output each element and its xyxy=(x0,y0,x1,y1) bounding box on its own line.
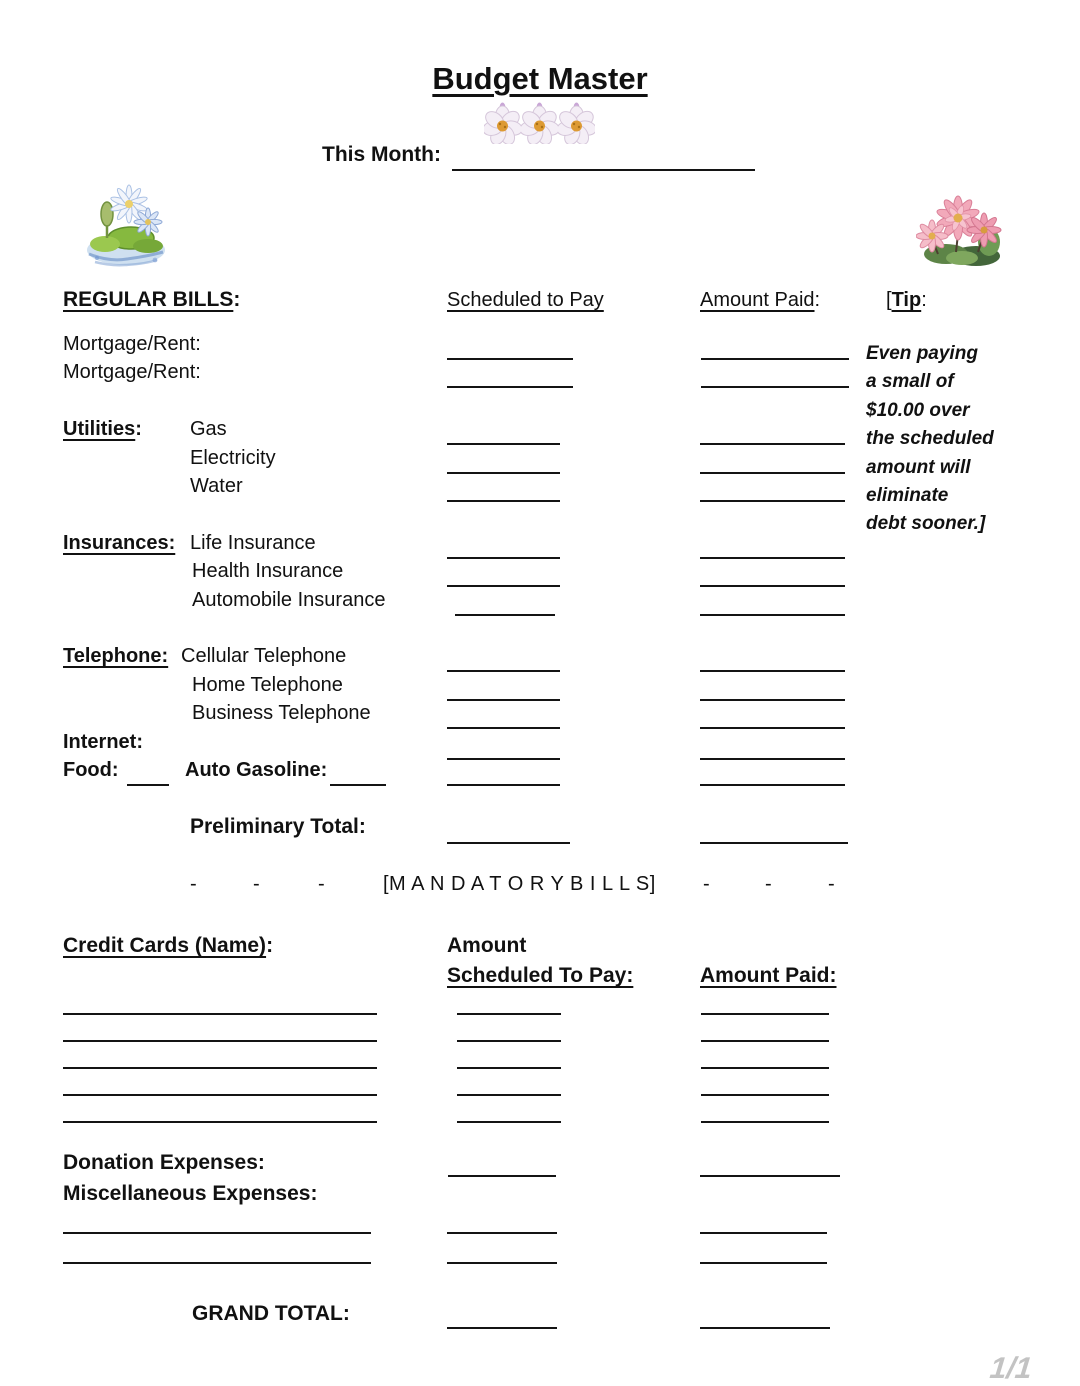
scheduled-blank xyxy=(447,732,560,760)
scheduled-blank xyxy=(447,816,570,844)
credit-name-blank xyxy=(63,1014,377,1042)
regular-bills-heading-text: REGULAR BILLS xyxy=(63,288,234,311)
scheduled-blank xyxy=(447,673,560,701)
divider-dash: - xyxy=(190,873,198,895)
tip-label: Tip xyxy=(891,289,922,311)
utilities-label-text: Utilities xyxy=(63,418,136,440)
tip-line: Even paying xyxy=(866,343,978,364)
paid-blank xyxy=(701,987,829,1015)
scheduled-blank xyxy=(447,360,573,388)
page-title xyxy=(0,62,1080,96)
this-month-label: This Month: xyxy=(322,143,441,166)
column-header-paid xyxy=(700,286,820,314)
page-title-text: Budget Master xyxy=(432,61,648,96)
paid-blank xyxy=(700,588,845,616)
paid-blank xyxy=(701,332,849,360)
paid-blank xyxy=(700,673,845,701)
credit-name-blank xyxy=(63,987,377,1015)
tip-line: eliminate xyxy=(866,485,949,507)
paid-blank xyxy=(700,701,845,729)
paid-blank xyxy=(700,417,845,445)
paid-blank xyxy=(701,1068,829,1096)
miscellaneous-expenses-label: Miscellaneous Expenses: xyxy=(63,1182,318,1205)
preliminary-total-label: Preliminary Total: xyxy=(190,815,366,838)
paid-blank xyxy=(701,1014,829,1042)
tip-text xyxy=(866,340,1036,539)
tip-header xyxy=(886,286,927,314)
blossom-icon xyxy=(484,102,521,144)
row-label-cellular-telephone: Cellular Telephone xyxy=(181,645,347,667)
row-label-life-insurance: Life Insurance xyxy=(190,532,316,554)
divider-dash: - xyxy=(828,873,836,895)
credit-cards-heading xyxy=(63,932,273,960)
row-label-automobile-insurance: Automobile Insurance xyxy=(192,589,386,611)
row-label-gas: Gas xyxy=(190,418,227,440)
divider-dash: - xyxy=(318,873,326,895)
regular-bills-heading xyxy=(63,286,240,314)
paid-blank xyxy=(700,1206,827,1234)
column-header-paid-colon: : xyxy=(814,289,821,311)
column-header-paid-text: Amount Paid xyxy=(700,289,815,311)
row-label-auto-gasoline: Auto Gasoline: xyxy=(185,759,328,781)
scheduled-blank xyxy=(447,701,560,729)
credit-column-paid: Amount Paid: xyxy=(700,964,837,987)
page-indicator: 1/1 xyxy=(988,1352,1034,1385)
row-label-business-telephone: Business Telephone xyxy=(192,702,371,724)
scheduled-blank xyxy=(447,1301,557,1329)
tip-line: a small of xyxy=(866,371,954,393)
paid-blank xyxy=(700,816,848,844)
group-label-telephone: Telephone: xyxy=(63,645,169,667)
credit-name-blank xyxy=(63,1041,377,1069)
expense-name-blank xyxy=(63,1236,371,1264)
scheduled-blank xyxy=(448,1149,556,1177)
tip-line: $10.00 over xyxy=(866,399,970,421)
credit-cards-heading-colon: : xyxy=(266,934,274,957)
scheduled-blank xyxy=(447,1206,557,1234)
scheduled-blank xyxy=(457,1068,561,1096)
scheduled-blank xyxy=(457,1041,561,1069)
scheduled-blank xyxy=(447,758,560,786)
group-label-insurances: Insurances: xyxy=(63,532,176,554)
paid-blank xyxy=(701,360,849,388)
tip-line: the scheduled xyxy=(866,428,994,450)
scheduled-blank xyxy=(447,531,560,559)
credit-cards-heading-text: Credit Cards (Name) xyxy=(63,934,267,957)
tip-colon: : xyxy=(921,289,927,311)
scheduled-blank xyxy=(447,644,560,672)
divider-dash: - xyxy=(765,873,773,895)
group-label-utilities xyxy=(63,415,142,443)
expense-name-blank xyxy=(63,1206,371,1234)
blossom-icon xyxy=(521,102,558,144)
paid-blank xyxy=(700,559,845,587)
tip-line: debt sooner.] xyxy=(866,513,986,535)
waterlily-left-image xyxy=(85,178,167,270)
scheduled-blank xyxy=(447,417,560,445)
scheduled-blank xyxy=(457,987,561,1015)
utilities-label-colon: : xyxy=(135,418,142,440)
credit-amount-label: Amount xyxy=(447,934,527,957)
scheduled-blank xyxy=(447,332,573,360)
scheduled-blank xyxy=(447,474,560,502)
this-month-blank xyxy=(452,143,755,171)
paid-blank xyxy=(700,1301,830,1329)
column-header-scheduled: Scheduled to Pay xyxy=(447,289,604,311)
scheduled-blank xyxy=(455,588,555,616)
paid-blank xyxy=(700,758,845,786)
waterlily-right-image xyxy=(916,194,1005,268)
row-label-home-telephone: Home Telephone xyxy=(192,674,343,696)
blossoms-image xyxy=(484,102,595,144)
row-label-mortgage-2: Mortgage/Rent: xyxy=(63,361,201,383)
credit-name-blank xyxy=(63,1068,377,1096)
row-label-food: Food: xyxy=(63,759,119,781)
paid-blank xyxy=(701,1041,829,1069)
paid-blank xyxy=(700,474,845,502)
scheduled-blank xyxy=(457,1014,561,1042)
blossom-icon xyxy=(558,102,595,144)
paid-blank xyxy=(700,1149,840,1177)
credit-name-blank xyxy=(63,1095,377,1123)
row-label-health-insurance: Health Insurance xyxy=(192,560,344,582)
scheduled-blank xyxy=(447,559,560,587)
row-label-mortgage-1: Mortgage/Rent: xyxy=(63,333,201,355)
tip-open-bracket: [ xyxy=(886,289,892,311)
paid-blank xyxy=(700,732,845,760)
paid-blank xyxy=(700,644,845,672)
row-label-internet: Internet: xyxy=(63,731,143,753)
paid-blank xyxy=(700,531,845,559)
divider-dash: - xyxy=(703,873,711,895)
paid-blank xyxy=(700,1236,827,1264)
scheduled-blank xyxy=(447,1236,557,1264)
scheduled-blank xyxy=(447,446,560,474)
food-blank xyxy=(127,758,169,786)
credit-column-scheduled: Scheduled To Pay: xyxy=(447,964,634,987)
row-label-water: Water xyxy=(190,475,243,497)
grand-total-label: GRAND TOTAL: xyxy=(192,1302,350,1325)
scheduled-blank xyxy=(457,1095,561,1123)
divider-dash: - xyxy=(253,873,261,895)
paid-blank xyxy=(700,446,845,474)
row-label-electricity: Electricity xyxy=(190,447,276,469)
regular-bills-heading-colon: : xyxy=(233,288,241,311)
tip-line: amount will xyxy=(866,456,971,478)
donation-expenses-label: Donation Expenses: xyxy=(63,1151,265,1174)
paid-blank xyxy=(701,1095,829,1123)
divider-label: [M A N D A T O R Y B I L L S] xyxy=(383,873,656,895)
auto-gasoline-blank xyxy=(330,758,386,786)
